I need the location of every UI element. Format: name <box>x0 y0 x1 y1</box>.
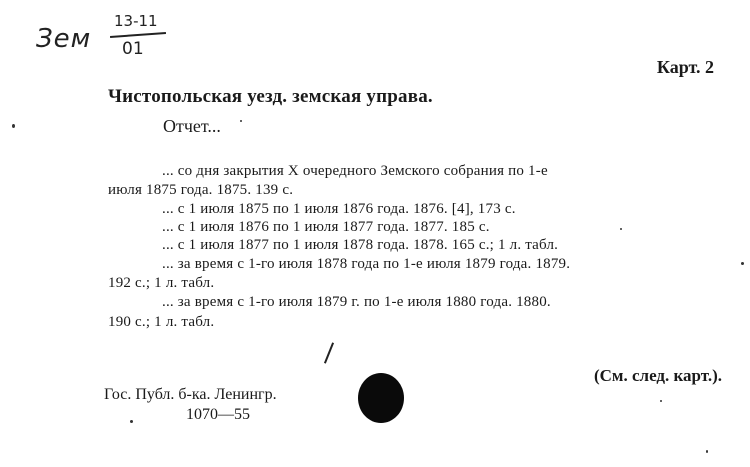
speck <box>240 120 242 122</box>
card-number: Карт. 2 <box>656 57 714 77</box>
ink-blot <box>358 373 404 423</box>
entry-1-line-1: ... со дня закрытия X очередного Земского собрания по 1-е <box>162 163 548 179</box>
entry-5-line-1: ... за время с 1-го июля 1878 года по 1-е июля 1879 года. 1879. <box>162 256 571 272</box>
entry-5-line-2: 192 с.; 1 л. табл. <box>108 275 215 291</box>
shelfmark-prefix: Зем <box>36 24 92 54</box>
entry-6-line-2: 190 с.; 1 л. табл. <box>108 314 215 330</box>
speck <box>660 400 662 402</box>
entry-4-line-1: ... с 1 июля 1877 по 1 июля 1878 года. 1878. 165 с.; 1 л. табл. <box>162 237 559 253</box>
entry-2-line-1: ... с 1 июля 1875 по 1 июля 1876 года. 1876. [4], 173 с. <box>162 201 516 217</box>
card-heading: Чистопольская уезд. земская управа. <box>108 86 433 107</box>
library-name: Гос. Публ. б-ка. Ленингр. <box>104 386 277 403</box>
speck <box>130 420 133 423</box>
speck <box>12 124 15 128</box>
shelfmark-numerator: 13-11 <box>114 12 158 30</box>
entry-3-line-1: ... с 1 июля 1876 по 1 июля 1877 года. 1877. 185 с. <box>162 219 490 235</box>
pen-stroke-mark <box>324 342 334 363</box>
entry-6-line-1: ... за время с 1-го июля 1879 г. по 1-е июля 1880 года. 1880. <box>162 294 551 310</box>
inventory-number: 1070—55 <box>186 406 250 423</box>
see-next-card: (См. след. карт.). <box>593 366 722 385</box>
speck <box>706 450 708 453</box>
entry-1-line-2: июля 1875 года. 1875. 139 с. <box>108 182 294 198</box>
card-subheading: Отчет... <box>163 116 221 136</box>
shelfmark-fraction-bar <box>110 32 166 38</box>
speck <box>620 228 622 230</box>
speck <box>741 262 744 265</box>
shelfmark-denominator: 01 <box>122 39 144 59</box>
